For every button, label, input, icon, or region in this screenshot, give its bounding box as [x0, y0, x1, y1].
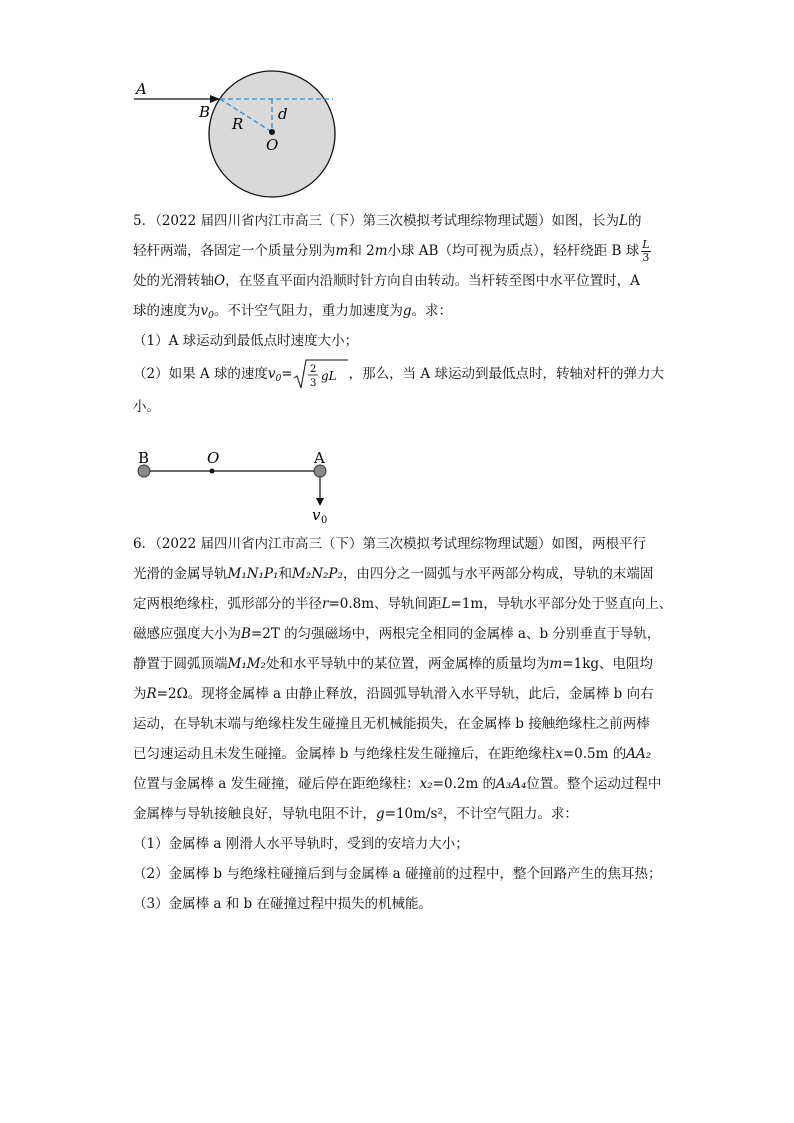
- q6-text: =0.8m、导轨间距: [328, 596, 442, 612]
- q5-var-O: O: [214, 273, 226, 289]
- pivot-O: [210, 469, 215, 474]
- q6-var-r: r: [322, 596, 329, 612]
- label-A: A: [314, 449, 325, 467]
- q5-text: 球的速度为: [133, 303, 201, 319]
- q6-line-5: [133, 649, 673, 679]
- rod-figure: [130, 443, 350, 528]
- label-B: B: [138, 449, 150, 467]
- q6-text: 和: [278, 566, 292, 582]
- q6-part-1: （1）金属棒 a 刚滑人水平导轨时，受到的安培力大小；: [133, 836, 469, 852]
- q6-text: =2Ω。现将金属棒 a 由静止释放，沿圆弧导轨滑入水平导轨，此后，金属棒 b 向右: [156, 686, 654, 702]
- question-6: [133, 529, 673, 919]
- q6-text: =2T 的匀强磁场中，两根完全相同的金属棒 a、b 分别垂直于导轨，: [250, 626, 661, 642]
- q5-text: 小球 AB（均可视为质点），轻杆绕距 B 球: [387, 243, 640, 259]
- q5-text: 的: [627, 213, 642, 229]
- q6-rail-1: M₁N₁P₁: [227, 566, 279, 582]
- q5-subscript: 0: [275, 374, 282, 384]
- q6-rail-2: M₂N₂P₂: [291, 566, 343, 582]
- q5-var-m: m: [335, 243, 349, 259]
- q6-var-M1M2: M₁M₂: [227, 656, 266, 672]
- q6-text: 位置。整个运动过程中: [526, 776, 662, 792]
- q6-part-2: （2）金属棒 b 与绝缘柱碰撞后到与金属棒 a 碰撞前的过程中，整个回路产生的焦耳热；: [133, 866, 662, 882]
- q6-text: 静置于圆弧顶端: [133, 656, 228, 672]
- q5-subscript: 0: [208, 311, 214, 321]
- q6-line-6: [133, 679, 673, 709]
- q6-var-B: B: [241, 626, 251, 642]
- fraction-numerator: L: [642, 238, 650, 251]
- label-v: v: [312, 506, 321, 524]
- q5-line-2: [133, 236, 673, 266]
- q5-line-3: [133, 266, 673, 296]
- q6-line-10: [133, 799, 673, 829]
- q6-text: =0.2m 的: [432, 776, 497, 792]
- q6-text: =0.5m 的: [562, 746, 627, 762]
- q5-text: 处的光滑转轴: [133, 273, 214, 289]
- q5-var-g: g: [402, 303, 412, 319]
- q5-text: ，那么，当 A 球运动到最低点时，转轴对杆的弹力大: [348, 366, 664, 382]
- q6-text: 为: [133, 686, 147, 702]
- q6-text: =1m，导轨水平部分处于竖直向上、: [450, 596, 673, 612]
- circle-figure: [128, 70, 348, 210]
- q6-var-g: g: [376, 806, 385, 822]
- question-5: [133, 206, 673, 422]
- q5-line-1: [133, 206, 673, 236]
- q6-text: 光滑的金属导轨: [133, 566, 228, 582]
- center-point: [269, 129, 275, 135]
- q5-var-m: m: [374, 243, 388, 259]
- q6-var-m: m: [549, 656, 563, 672]
- q5-var-L: L: [619, 213, 628, 229]
- q6-line-2: [133, 559, 673, 589]
- q6-text: 定两根绝缘柱，弧形部分的半径: [133, 596, 322, 612]
- q6-var-AA2: AA₂: [626, 746, 652, 762]
- q5-part-1: （1）A 球运动到最低点时速度大小；: [133, 333, 359, 349]
- q6-text: 磁感应强度大小为: [133, 626, 241, 642]
- q6-var-A3A4: A₃A₄: [496, 776, 527, 792]
- velocity-arrow-icon: [316, 498, 324, 506]
- q5-text: 和 2: [348, 243, 375, 259]
- q6-text: 金属棒与导轨接触良好，导轨电阻不计，: [133, 806, 376, 822]
- sqrt-fraction-denominator: 3: [309, 377, 316, 389]
- q5-text: ，在竖直平面内沿顺时针方向自由转动。当杆转至图中水平位置时，A: [225, 273, 640, 289]
- fraction-L-over-3: [641, 239, 650, 264]
- q5-text: （2）如果 A 球的速度: [133, 366, 268, 382]
- label-A: A: [136, 80, 147, 98]
- q5-text: 。求：: [411, 303, 453, 319]
- q6-line-1: 6．（2022 届四川省内江市高三（下）第三次模拟考试理综物理试题）如图，两根平行: [133, 536, 646, 552]
- q5-part-2: [133, 356, 673, 392]
- q6-text: =10m/s²，不计空气阻力。求：: [384, 806, 578, 822]
- sqrt-fraction-numerator: 2: [309, 363, 316, 375]
- q6-text: ，由四分之一圆弧与水平两部分构成，导轨的末端固: [342, 566, 654, 582]
- q6-text: 位置与金属棒 a 发生碰撞，碰后停在距绝缘柱：: [133, 776, 420, 792]
- q5-var-v: v: [200, 303, 209, 319]
- q6-text: 处和水平导轨中的某位置，两金属棒的质量均为: [265, 656, 550, 672]
- label-R: R: [232, 115, 244, 133]
- q6-line-4: [133, 619, 673, 649]
- q6-var-x2: x₂: [419, 776, 433, 792]
- q6-var-L: L: [441, 596, 451, 612]
- q6-line-3: [133, 589, 673, 619]
- q6-var-x: x: [555, 746, 563, 762]
- q5-var-v: v: [267, 366, 276, 382]
- q6-part-3: （3）金属棒 a 和 b 在碰撞过程中损失的机械能。: [133, 896, 432, 912]
- label-O: O: [266, 136, 279, 154]
- q6-text: =1kg、电阻均: [562, 656, 654, 672]
- fraction-denominator: 3: [642, 251, 650, 264]
- q6-line-8: [133, 739, 673, 769]
- sqrt-tail-gL: gL: [320, 368, 337, 383]
- q5-part-2-cont: 小。: [133, 399, 160, 415]
- q6-line-9: [133, 769, 673, 799]
- q5-text: 。不计空气阻力，重力加速度为: [213, 303, 403, 319]
- label-B: B: [199, 103, 211, 121]
- q5-line-4: [133, 296, 673, 326]
- q6-line-7: 运动，在导轨末端与绝缘柱发生碰撞且无机械能损失，在金属棒 b 接触绝缘柱之前两棒: [133, 716, 650, 732]
- q5-equals: =: [281, 366, 293, 382]
- label-v-subscript: 0: [321, 515, 328, 526]
- q5-text: 5．（2022 届四川省内江市高三（下）第三次模拟考试理综物理试题）如图，长为: [133, 213, 619, 229]
- sqrt-expression: [293, 358, 349, 392]
- q6-text: 已匀速运动且未发生碰撞。金属棒 b 与绝缘柱发生碰撞后，在距绝缘柱: [133, 746, 556, 762]
- q6-var-R: R: [146, 686, 157, 702]
- q5-text: 轻杆两端，各固定一个质量分别为: [133, 243, 336, 259]
- label-d: d: [278, 105, 288, 123]
- label-O: O: [207, 449, 220, 467]
